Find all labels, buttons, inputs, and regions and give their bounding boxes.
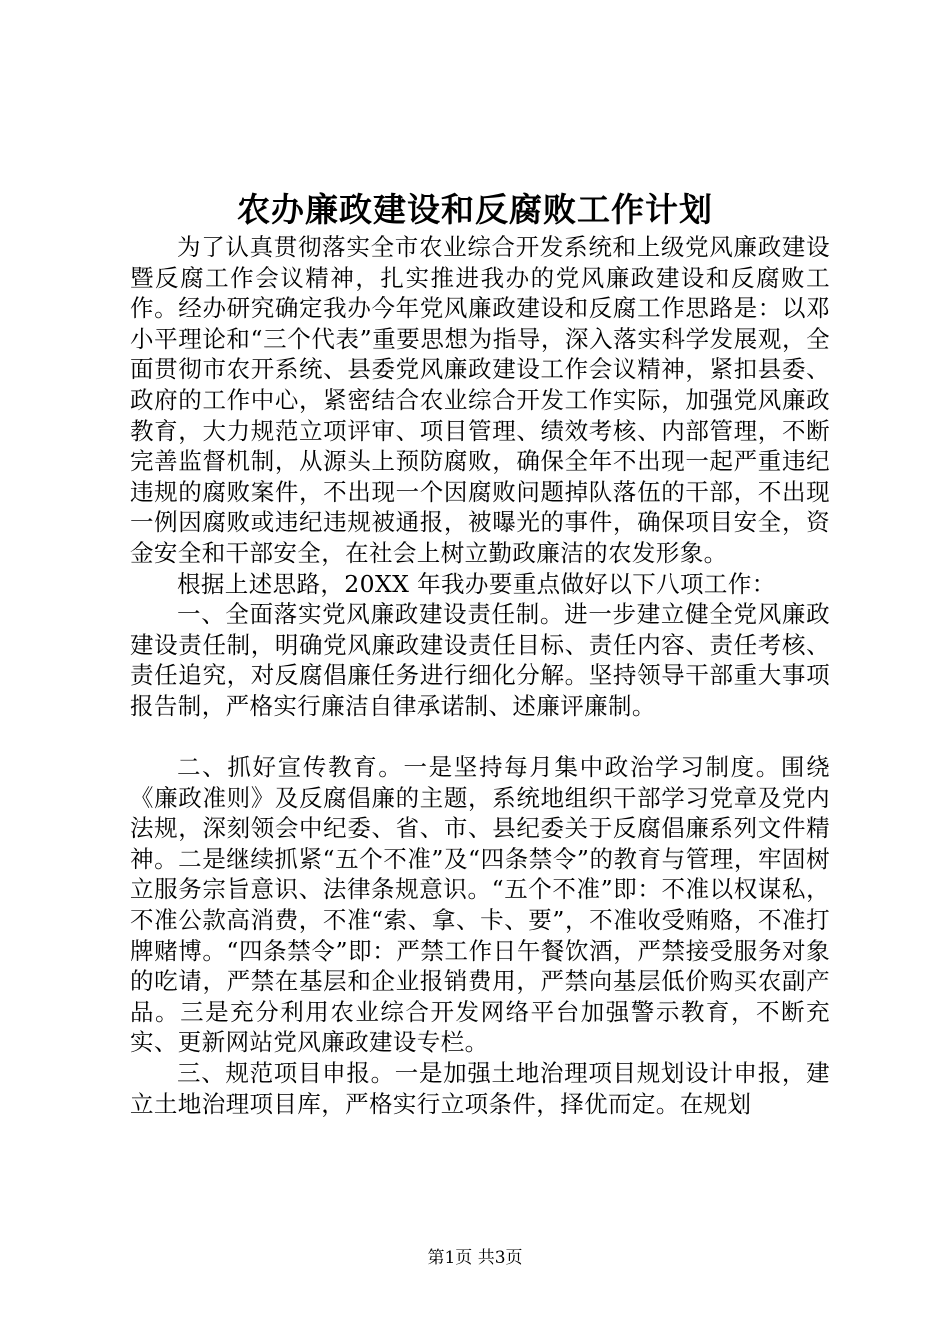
page-number: 第1页 共3页 [427,1248,523,1268]
paragraph-item-3: 三、规范项目申报。一是加强土地治理项目规划设计申报，建立土地治理项目库，严格实行立项条件，择优而定。在规划 [130,1059,830,1118]
paragraph-item-2: 二、抓好宣传教育。一是坚持每月集中政治学习制度。围绕《廉政准则》及反腐倡廉的主题，系统地组织干部学习党章及党内法规，深刻领会中纪委、省、市、县纪委关于反腐倡廉系列文件精神。二是继续抓紧“五个不准”及“四条禁令”的教育与管理，牢固树立服务宗旨意识、法律条规意识。“五个不准”即：不准以权谋私，不准公款高消费，不准“索、拿、卡、要”，不准收受贿赂，不准打牌赌博。“四条禁令”即：严禁工作日午餐饮酒，严禁接受服务对象的吃请，严禁在基层和企业报销费用，严禁向基层低价购买农副产品。三是充分利用农业综合开发网络平台加强警示教育，不断充实、更新网站党风廉政建设专栏。 [130,753,830,1057]
document-title: 农办廉政建设和反腐败工作计划 [237,190,713,229]
paragraph-intro: 为了认真贯彻落实全市农业综合开发系统和上级党风廉政建设暨反腐工作会议精神，扎实推进我办的党风廉政建设和反腐败工作。经办研究确定我办今年党风廉政建设和反腐工作思路是：以邓小平理论和“三个代表”重要思想为指导，深入落实科学发展观，全面贯彻市农开系统、县委党风廉政建设工作会议精神，紧扣县委、政府的工作中心，紧密结合农业综合开发工作实际，加强党风廉政教育，大力规范立项评审、项目管理、绩效考核、内部管理，不断完善监督机制，从源头上预防腐败，确保全年不出现一起严重违纪违规的腐败案件，不出现一个因腐败问题掉队落伍的干部，不出现一例因腐败或违纪违规被通报，被曝光的事件，确保项目安全，资金安全和干部安全，在社会上树立勤政廉洁的农发形象。 [130,233,830,567]
paragraph-overview: 根据上述思路，20XX 年我办要重点做好以下八项工作： [177,569,776,598]
document-body [130,232,830,1119]
paragraph-item-1: 一、全面落实党风廉政建设责任制。进一步建立健全党风廉政建设责任制，明确党风廉政建设责任目标、责任内容、责任考核、责任追究，对反腐倡廉任务进行细化分解。坚持领导干部重大事项报告制，严格实行廉洁自律承诺制、述廉评廉制。 [130,600,830,720]
